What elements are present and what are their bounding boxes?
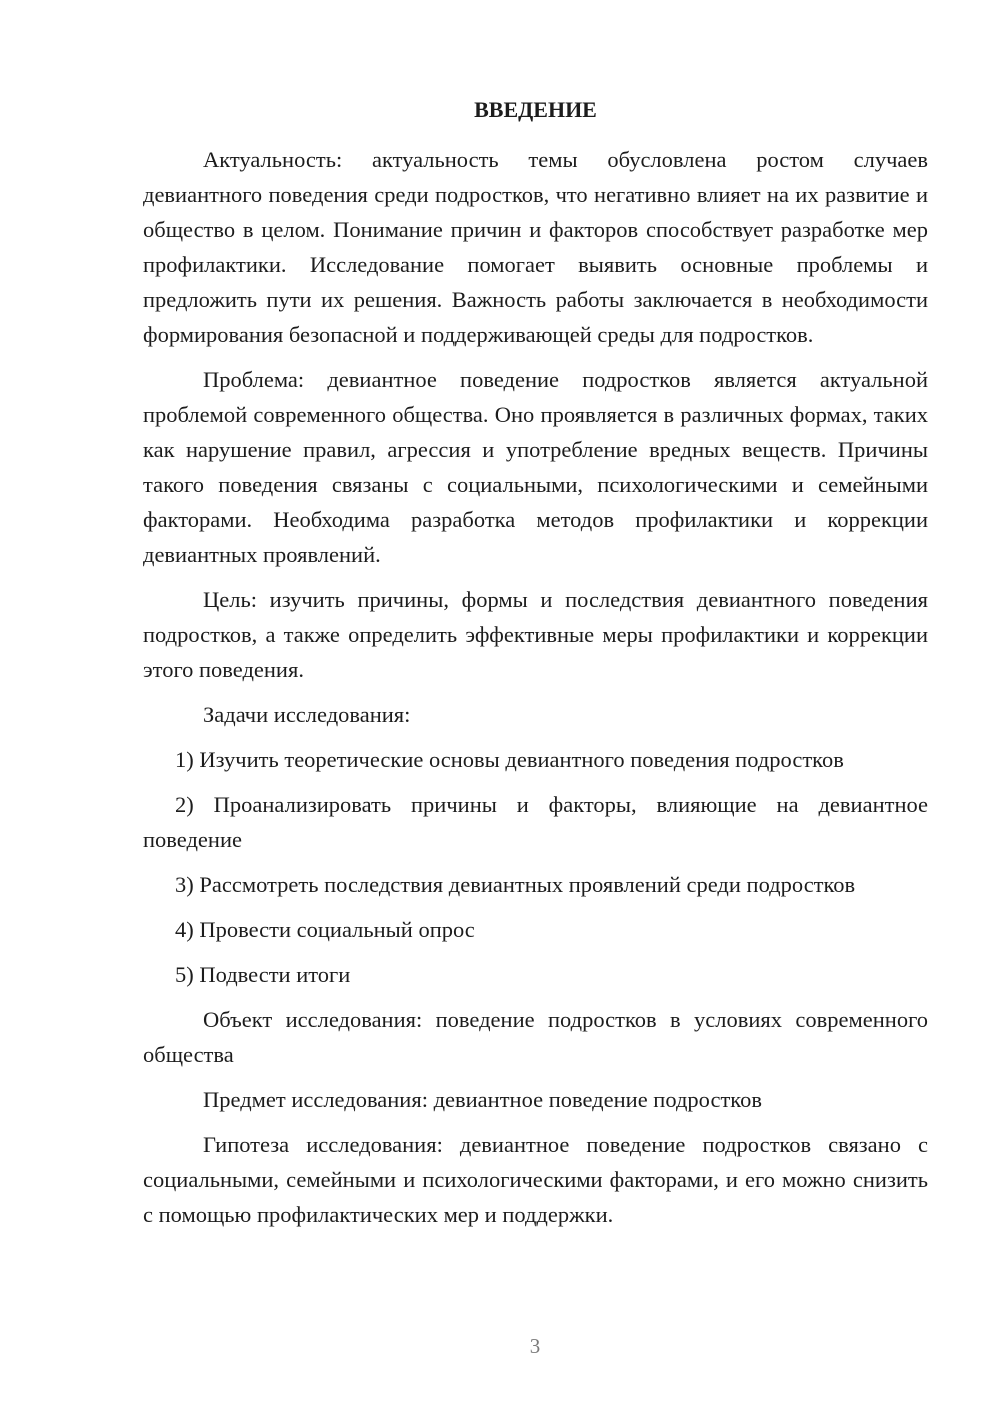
list-item: 3) Рассмотреть последствия девиантных проявлений среди подростков xyxy=(175,872,856,897)
list-item: 1) Изучить теоретические основы девиантного поведения подростков xyxy=(175,747,844,772)
list-item: 5) Подвести итоги xyxy=(175,962,351,987)
list-item: 2) Проанализировать причины и факторы, влияющие на девиантное поведение xyxy=(143,792,928,852)
document-body xyxy=(143,142,928,1242)
paragraph-relevance: Актуальность: актуальность темы обусловлена ростом случаев девиантного поведения среди подростков, что негативно влияет на их развитие и общество в целом. Понимание причин и факторов способствует разработке мер профилактики. Исследование помогает выявить основные проблемы и предложить пути их решения. Важность работы заключается в необходимости формирования безопасной и поддерживающей среды для подростков. xyxy=(143,147,928,347)
paragraph-subject: Предмет исследования: девиантное поведение подростков xyxy=(203,1087,762,1112)
section-heading: ВВЕДЕНИЕ xyxy=(474,97,597,122)
paragraph-hypothesis: Гипотеза исследования: девиантное поведение подростков связано с социальными, семейными и психологическими факторами, и его можно снизить с помощью профилактических мер и поддержки. xyxy=(143,1132,928,1227)
tasks-title: Задачи исследования: xyxy=(203,702,411,727)
paragraph-object: Объект исследования: поведение подростков в условиях современного общества xyxy=(143,1007,928,1067)
paragraph-goal: Цель: изучить причины, формы и последствия девиантного поведения подростков, а также определить эффективные меры профилактики и коррекции этого поведения. xyxy=(143,587,928,682)
page-number: 3 xyxy=(529,1334,541,1358)
list-item: 4) Провести социальный опрос xyxy=(175,917,475,942)
tasks-list xyxy=(143,742,928,992)
paragraph-problem: Проблема: девиантное поведение подростков является актуальной проблемой современного общества. Оно проявляется в различных формах, таких как нарушение правил, агрессия и употребление вредных веществ. Причины такого поведения связаны с социальными, психологическими и семейными факторами. Необходима разработка методов профилактики и коррекции девиантных проявлений. xyxy=(143,367,928,567)
